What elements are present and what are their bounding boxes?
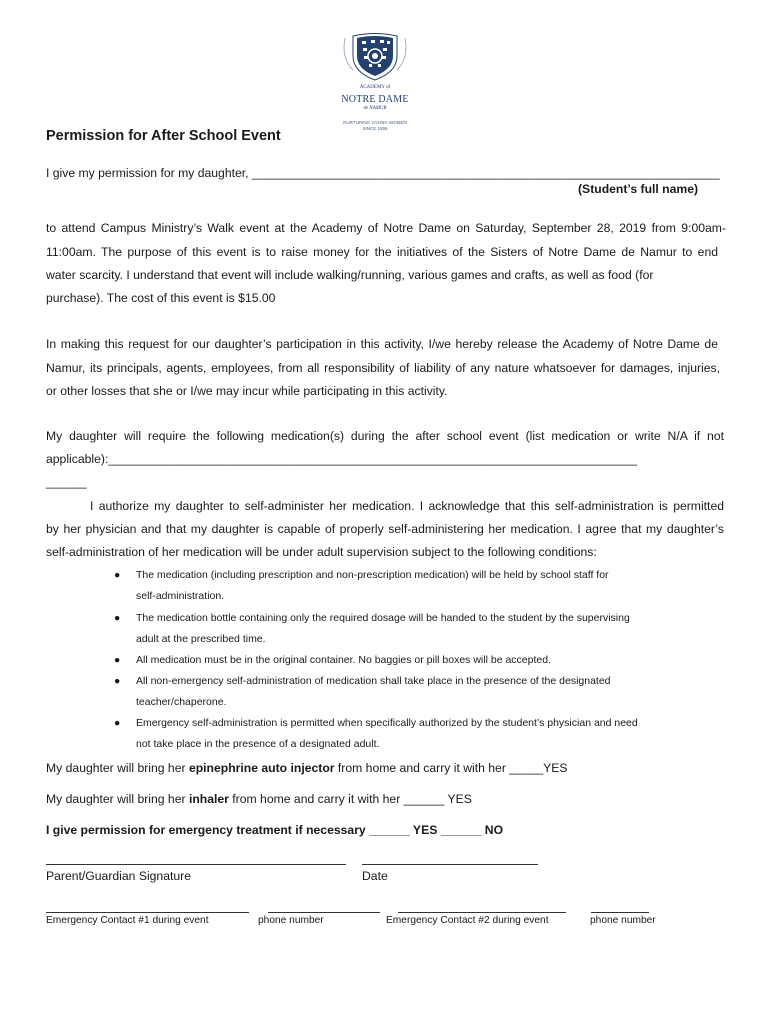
epinephrine-line [46, 761, 726, 775]
intro-line: I give my permission for my daughter, _____________________________________________________________________ [46, 166, 720, 180]
para3-line-3: ______ [46, 475, 87, 489]
bullet-2-line-1: The medication bottle containing only the required dosage will be handed to the student by the supervising [136, 612, 630, 624]
para1-line-4: purchase). The cost of this event is $15.00 [46, 291, 276, 305]
phone-2-line[interactable] [591, 912, 649, 913]
logo-line-1: ACADEMY of [359, 85, 391, 90]
logo-tagline-2: SINCE 1856 [362, 126, 388, 131]
para2-line-3: or other losses that she or I/we may incur while participating in this activity. [46, 384, 448, 398]
epinephrine-post: from home and carry it with her _____YES [334, 761, 568, 775]
bullet-2-line-2: adult at the prescribed time. [136, 633, 266, 645]
bullet-mark: ● [114, 717, 121, 729]
bullet-4-line-1: All non-emergency self-administration of medication shall take place in the presence of the designated [136, 675, 611, 687]
shield-crest-icon [333, 30, 417, 82]
emergency-contact-2-line[interactable] [398, 912, 566, 913]
para1-line-3: water scarcity. I understand that event will include walking/running, various games and crafts, as well as food (for [46, 268, 654, 282]
inhaler-pre: My daughter will bring her [46, 792, 189, 806]
bullet-5-line-1: Emergency self-administration is permitted when specifically authorized by the student’s physician and need [136, 717, 638, 729]
bullet-mark: ● [114, 654, 121, 666]
bullet-1-line-2: self-administration. [136, 590, 225, 602]
para3-line-2: applicable):______________________________________________________________________________ [46, 452, 638, 466]
para2-line-1: In making this request for our daughter’s participation in this activity, I/we hereby release the Academy of Notre Dame de [46, 337, 718, 351]
phone-1-label: phone number [258, 915, 324, 926]
phone-2-label: phone number [590, 915, 656, 926]
para4-line-2: by her physician and that my daughter is capable of properly self-administering her medication. I agree that my daughter’s [46, 522, 724, 536]
bullet-3-line-1: All medication must be in the original container. No baggies or pill boxes will be accepted. [136, 654, 551, 666]
para1-line-1: to attend Campus Ministry’s Walk event at the Academy of Notre Dame on Saturday, September 28, 2019 from 9:00am- [46, 221, 726, 235]
student-name-label: (Student’s full name) [578, 182, 699, 196]
emergency-contact-1-line[interactable] [46, 912, 249, 913]
epinephrine-pre: My daughter will bring her [46, 761, 189, 775]
emergency-contact-2-label: Emergency Contact #2 during event [386, 915, 549, 926]
date-line[interactable] [362, 864, 538, 865]
para4-line-1: I authorize my daughter to self-administer her medication. I acknowledge that this self-administration is permitted [90, 499, 724, 513]
para2-line-2: Namur, its principals, agents, employees, from all responsibility of liability of any nature whatsoever for damages, injuries, [46, 361, 720, 375]
date-label: Date [362, 869, 388, 883]
logo-tagline-1: NURTURING YOUNG WOMEN [343, 120, 407, 125]
bullet-5-line-2: not take place in the presence of a designated adult. [136, 738, 380, 750]
emergency-contact-1-label: Emergency Contact #1 during event [46, 915, 209, 926]
emergency-treatment-line: I give permission for emergency treatment if necessary ______ YES ______ NO [46, 823, 504, 837]
bullet-4-line-2: teacher/chaperone. [136, 696, 227, 708]
parent-signature-line[interactable] [46, 864, 346, 865]
parent-signature-label: Parent/Guardian Signature [46, 869, 191, 883]
page-title: Permission for After School Event [46, 128, 281, 144]
inhaler-bold: inhaler [188, 792, 229, 806]
para4-line-3: self-administration of her medication will be under adult supervision subject to the following conditions: [46, 545, 597, 559]
logo-line-3: de NAMUR [363, 106, 387, 111]
inhaler-post: from home and carry it with her ______ YES [228, 792, 472, 806]
para3-line-1: My daughter will require the following medication(s) during the after school event (list medication or write N/A if not [46, 429, 724, 443]
bullet-mark: ● [114, 675, 121, 687]
bullet-mark: ● [114, 569, 121, 581]
phone-1-line[interactable] [268, 912, 380, 913]
para1-line-2: 11:00am. The purpose of this event is to raise money for the initiatives of the Sisters of Notre Dame de Namur to end [46, 245, 718, 259]
logo-line-2: NOTRE DAME [341, 94, 409, 105]
epinephrine-bold: epinephrine auto injector [188, 761, 335, 775]
school-logo [333, 30, 417, 138]
inhaler-line [46, 792, 726, 806]
logo-tagline [333, 120, 417, 132]
bullet-1-line-1: The medication (including prescription and non-prescription medication) will be held by school staff for [136, 569, 609, 581]
bullet-mark: ● [114, 612, 121, 624]
